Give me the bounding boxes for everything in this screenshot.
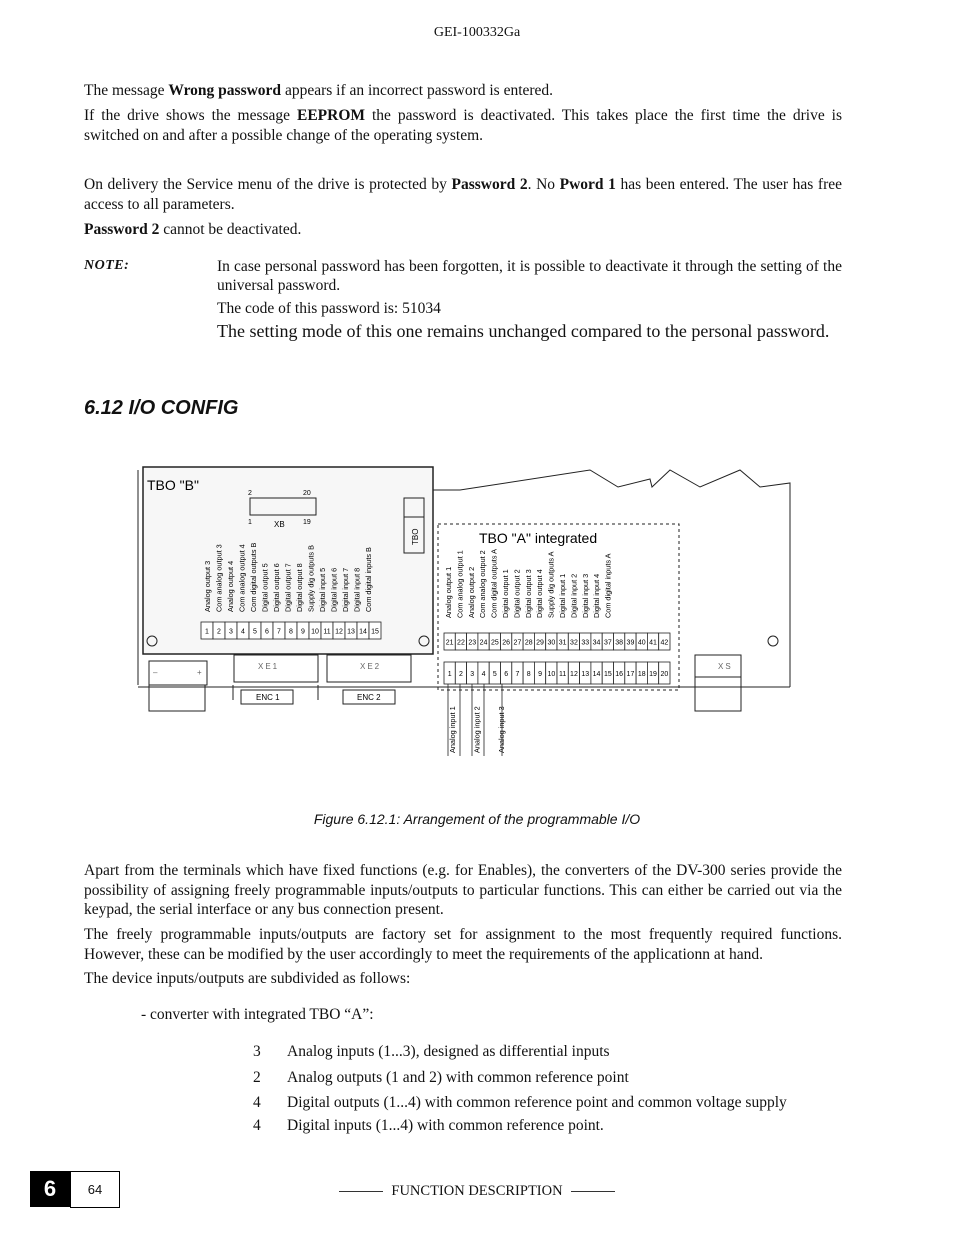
tbo-a-bottom-terminal-number: 16 xyxy=(615,671,624,678)
figure-caption: Figure 6.12.1: Arrangement of the programmable I/O xyxy=(313,811,641,827)
tbo-a-bottom-terminal-number: 10 xyxy=(547,671,556,678)
tbo-a-top-terminal-number: 40 xyxy=(637,639,646,647)
text: appears if an incorrect password is entered. xyxy=(281,82,554,99)
tbo-b-signal-label: Analog output 4 xyxy=(226,560,235,612)
tbo-a-top-terminal-number: 25 xyxy=(490,639,499,647)
tbo-a-bottom-terminal-number: 14 xyxy=(592,671,601,678)
xb-label: XB xyxy=(274,520,285,529)
tbo-a-bottom-terminal-number: 4 xyxy=(481,671,486,678)
xb-pin: 20 xyxy=(303,490,311,497)
enc1-label: ENC 1 xyxy=(256,693,280,702)
tbo-a-top-terminal-number: 21 xyxy=(445,639,454,647)
tbo-a-bottom-terminal-number: 17 xyxy=(626,671,635,678)
tbo-a-signal-label: Digital input 1 xyxy=(558,573,567,618)
tbo-b-terminal-number: 1 xyxy=(205,628,209,636)
tbo-a-top-terminal-number: 27 xyxy=(513,639,522,647)
tbo-a-signal-label: Digital input 4 xyxy=(592,573,602,618)
tbo-a-top-terminal-number: 28 xyxy=(524,639,533,647)
footer-title: FUNCTION DESCRIPTION xyxy=(391,1183,563,1199)
plus-sign: + xyxy=(197,668,202,677)
tbo-a-bottom-terminal-number: 11 xyxy=(559,671,567,678)
io-description: Analog outputs (1 and 2) with common reference point xyxy=(287,1069,629,1086)
tbo-b-terminal-number: 13 xyxy=(347,628,355,636)
tbo-a-top-terminal-number: 26 xyxy=(502,639,511,647)
io-count: 4 xyxy=(253,1094,261,1111)
bold-text: Pword 1 xyxy=(559,176,616,193)
tbo-a-bottom-terminal-number: 6 xyxy=(504,671,509,678)
enc2-label: ENC 2 xyxy=(357,693,381,702)
section-heading: 6.12 I/O CONFIG xyxy=(84,397,239,419)
io-description: Analog inputs (1...3), designed as differential inputs xyxy=(287,1043,610,1060)
tbo-b-terminal-number: 7 xyxy=(277,628,281,636)
tbo-b-signal-label: Digital input 6 xyxy=(329,567,339,612)
text: On delivery the Service menu of the drive is protected by xyxy=(84,176,452,193)
note-label: NOTE: xyxy=(84,258,130,273)
xb-pin: 2 xyxy=(248,490,252,497)
io-count: 2 xyxy=(253,1069,261,1086)
tbo-a-bottom-terminal-number: 20 xyxy=(660,671,669,678)
text: The message xyxy=(84,82,169,99)
xb-pin: 19 xyxy=(303,519,311,526)
tbo-a-bottom-terminal-number: 19 xyxy=(649,671,657,678)
tbo-a-top-terminal-number: 24 xyxy=(479,639,488,647)
xs-label: XS xyxy=(718,662,733,671)
tbo-b-terminal-number: 14 xyxy=(359,628,367,636)
tbo-b-terminal-number: 2 xyxy=(217,628,221,636)
body-paragraph-1: Apart from the terminals which have fixed functions (e.g. for Enables), the converters of the DV-300 series provide the possibility of assigning freely programmable inputs/outputs to particular functions. This can either be carried out via the keypad, the serial interface or any bus connection present. xyxy=(84,862,842,918)
tbo-b-terminal-number: 8 xyxy=(289,628,293,636)
tbo-b-signal-label: Com analog output 4 xyxy=(237,544,247,612)
tbo-a-bottom-terminal-strip xyxy=(444,662,670,684)
io-description: Digital inputs (1...4) with common reference point. xyxy=(287,1117,604,1134)
text: If the drive shows the message xyxy=(84,107,297,124)
tbo-a-bottom-terminal-number: 8 xyxy=(526,671,531,678)
minus-sign: – xyxy=(153,668,158,677)
tbo-a-signal-label: Com digital inputs A xyxy=(603,553,613,618)
tbo-a-title: TBO "A" integrated xyxy=(479,530,598,546)
bold-text: EEPROM xyxy=(297,107,366,124)
tbo-b-signal-label: Analog output 3 xyxy=(203,560,212,612)
tbo-b-title: TBO "B" xyxy=(147,477,199,493)
tbo-a-bottom-terminal-number: 7 xyxy=(515,671,520,678)
page-number: 64 xyxy=(70,1171,120,1208)
tbo-b-signal-label: Digital output 8 xyxy=(295,563,304,612)
eeprom-paragraph xyxy=(84,106,842,145)
tbo-b-terminal-number: 11 xyxy=(323,628,331,636)
analog-input-label: Analog input 1 xyxy=(448,706,457,753)
tbo-a-bottom-terminal-number: 2 xyxy=(458,671,463,678)
tbo-vertical-label: TBO xyxy=(411,528,420,545)
password2-paragraph xyxy=(84,220,842,240)
tbo-b-signal-label: Digital output 5 xyxy=(260,563,270,612)
body-paragraph-2: The freely programmable inputs/outputs are factory set for assignment to the most frequently required functions. However, these can be modified by the user accordingly to meet the requirements of the applicationn at hand. xyxy=(84,926,842,963)
tbo-a-top-terminal-number: 30 xyxy=(547,639,556,647)
tbo-a-top-terminal-number: 42 xyxy=(660,639,669,647)
tbo-a-signal-label: Digital output 3 xyxy=(523,569,533,618)
tbo-a-top-terminal-number: 37 xyxy=(603,639,612,647)
tbo-b-terminal-number: 15 xyxy=(371,628,379,636)
delivery-paragraph xyxy=(84,175,842,214)
tbo-a-signal-label: Com analog output 2 xyxy=(478,550,488,618)
io-count: 4 xyxy=(253,1117,261,1134)
analog-input-label: Analog input 3 xyxy=(497,706,506,753)
tbo-a-signal-label: Digital input 3 xyxy=(580,573,590,618)
tbo-a-bottom-terminal-number: 12 xyxy=(570,671,578,678)
tbo-a-signal-label: Supply dig outputs A xyxy=(546,551,556,618)
tbo-a-bottom-terminal-number: 15 xyxy=(603,671,612,678)
tbo-b-terminal-number: 9 xyxy=(301,628,305,636)
tbo-a-analog-input-labels xyxy=(448,684,506,756)
tbo-a-signal-label: Digital input 2 xyxy=(569,573,579,618)
body-paragraph-3: The device inputs/outputs are subdivided as follows: xyxy=(84,970,411,987)
tbo-a-signal-label: Analog output 2 xyxy=(466,566,476,618)
tbo-a-top-terminal-strip xyxy=(444,633,670,650)
text: the password is deactivated. This takes place the first time the drive is switched on and after a possible change of the operating system. xyxy=(84,107,842,144)
note-line-1: In case personal password has been forgotten, it is possible to deactivate it through the setting of the universal password. xyxy=(217,258,842,294)
tbo-b-signal-label: Com digital inputs B xyxy=(364,547,373,612)
footer-title-row xyxy=(0,1183,954,1200)
tbo-a-top-terminal-number: 22 xyxy=(457,639,465,647)
tbo-b-signal-label: Supply dig outputs B xyxy=(306,545,316,612)
tbo-a-top-terminal-number: 38 xyxy=(615,639,624,647)
tbo-b-signal-label: Com digital outputs B xyxy=(249,542,258,612)
tbo-a-top-terminal-number: 33 xyxy=(581,639,590,647)
tbo-a-signal-label: Com digital outputs A xyxy=(489,549,499,618)
tbo-a-bottom-terminal-number: 5 xyxy=(492,671,497,678)
tbo-a-top-terminal-number: 31 xyxy=(558,639,567,647)
tbo-a-top-terminal-number: 29 xyxy=(536,639,544,647)
tbo-b-terminal-number: 4 xyxy=(241,628,245,636)
tbo-b-terminal-number: 5 xyxy=(253,628,257,636)
tbo-b-terminal-number: 3 xyxy=(229,628,233,636)
tbo-a-bottom-terminal-number: 9 xyxy=(538,671,543,678)
tbo-b-signal-label: Com analog output 3 xyxy=(214,544,224,612)
tbo-a-top-terminal-number: 34 xyxy=(592,639,601,647)
bold-text: Password 2 xyxy=(84,221,160,238)
document-code: GEI-100332Ga xyxy=(433,25,521,40)
analog-input-label: Analog input 2 xyxy=(472,706,482,753)
bold-text: Wrong password xyxy=(168,82,282,99)
xe2-label: XE2 xyxy=(360,662,382,671)
tbo-b-signal-label: Digital output 7 xyxy=(283,563,293,612)
tbo-b-terminal-number: 6 xyxy=(265,628,269,636)
bold-text: Password 2 xyxy=(451,176,528,193)
xe1-label: XE1 xyxy=(258,662,280,671)
text: cannot be deactivated. xyxy=(159,221,302,238)
note-line-3: The setting mode of this one remains unchanged compared to the personal password. xyxy=(217,321,830,341)
xb-pin: 1 xyxy=(248,519,252,526)
tbo-a-bottom-terminal-number: 1 xyxy=(447,671,452,678)
tbo-b-signal-label: Digital output 6 xyxy=(272,563,281,612)
io-arrangement-figure xyxy=(0,455,954,775)
text: has been entered. The user has free access to all parameters. xyxy=(84,176,842,213)
tbo-b-signal-label: Digital input 5 xyxy=(318,567,327,612)
tbo-a-bottom-terminal-number: 13 xyxy=(581,671,590,678)
tbo-b-terminal-number: 12 xyxy=(335,628,343,636)
text: . No xyxy=(527,176,560,193)
note-line-2: The code of this password is: 51034 xyxy=(217,300,441,317)
tbo-a-bottom-terminal-number: 18 xyxy=(637,671,646,678)
tbo-b-signal-label: Digital input 7 xyxy=(341,567,350,612)
tbo-a-signal-label: Analog output 1 xyxy=(444,566,453,618)
tbo-a-bottom-terminal-number: 3 xyxy=(470,671,475,678)
tbo-b-terminal-number: 10 xyxy=(311,628,319,636)
tbo-a-signal-label: Digital output 2 xyxy=(512,569,522,618)
tbo-a-top-terminal-number: 23 xyxy=(468,639,477,647)
tbo-a-top-terminal-number: 39 xyxy=(626,639,635,647)
chapter-number: 6 xyxy=(30,1171,70,1207)
tbo-a-top-terminal-number: 41 xyxy=(649,639,657,647)
tbo-b-signal-label: Digital input 8 xyxy=(352,567,362,612)
tbo-a-signal-labels xyxy=(444,549,613,618)
tbo-a-signal-label: Com analog output 1 xyxy=(455,550,465,618)
io-description: Digital outputs (1...4) with common reference point and common voltage supply xyxy=(287,1094,787,1111)
wrong-password-paragraph xyxy=(84,81,842,101)
io-count: 3 xyxy=(253,1043,261,1060)
tbo-a-top-terminal-number: 32 xyxy=(570,639,578,647)
tbo-a-signal-label: Digital output 4 xyxy=(535,569,545,618)
tbo-b-terminal-strip xyxy=(201,622,381,639)
tbo-a-signal-label: Digital output 1 xyxy=(501,569,510,618)
converter-subheading: - converter with integrated TBO “A”: xyxy=(141,1006,374,1023)
